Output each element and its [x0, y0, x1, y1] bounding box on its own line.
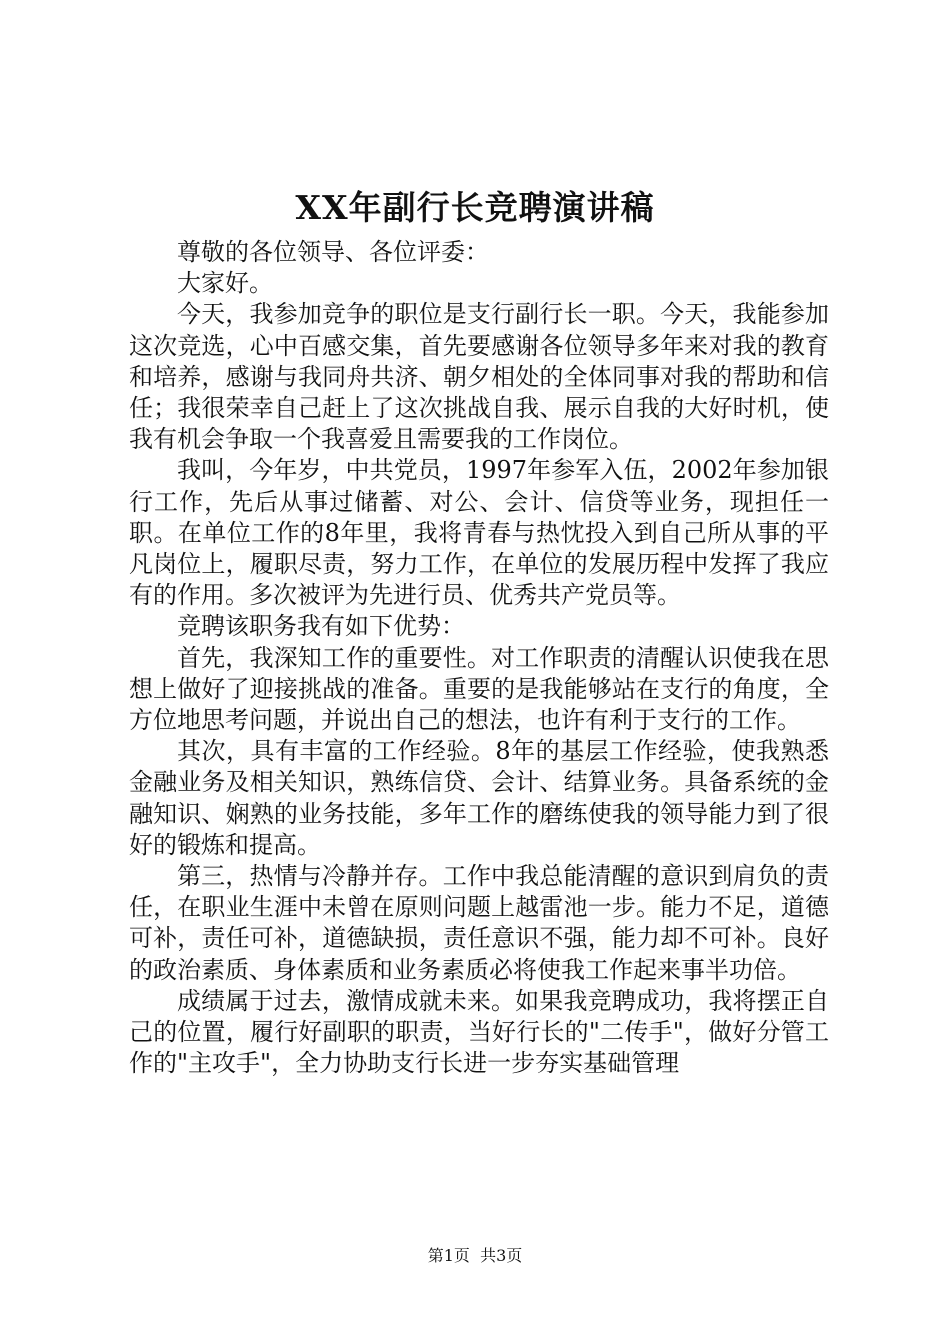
salutation-paragraph: 尊敬的各位领导、各位评委： — [177, 238, 489, 266]
advantages-heading-paragraph: 竞聘该职务我有如下优势： — [177, 612, 465, 641]
document-title: XX年副行长竞聘演讲稿 — [295, 188, 655, 227]
page-total: 共3页 — [480, 1246, 523, 1265]
document-body — [129, 237, 829, 1079]
closing-paragraph: 成绩属于过去，激情成就未来。如果我竞聘成功，我将摆正自己的位置，履行好副职的职责，当好行长的"二传手"，做好分管工作的"主攻手"，全力协助支行长进一步夯实基础管理 — [129, 986, 829, 1078]
greeting-paragraph: 大家好。 — [177, 269, 273, 298]
advantage-first-paragraph: 首先，我深知工作的重要性。对工作职责的清醒认识使我在思想上做好了迎接挑战的准备。重要的是我能够站在支行的角度，全方位地思考问题，并说出自己的想法，也许有利于支行的工作。 — [129, 643, 829, 735]
advantage-second-paragraph: 其次，具有丰富的工作经验。8年的基层工作经验，使我熟悉金融业务及相关知识，熟练信贷、会计、结算业务。具备系统的金融知识、娴熟的业务技能，多年工作的磨练使我的领导能力到了很好的锻炼和提高。 — [129, 737, 829, 859]
page-footer — [0, 1245, 950, 1267]
background-paragraph: 我叫，今年岁，中共党员，1997年参军入伍，2002年参加银行工作，先后从事过储蓄、对公、会计、信贷等业务，现担任一职。在单位工作的8年里，我将青春与热忱投入到自己所从事的平凡岗位上，履职尽责，努力工作，在单位的发展历程中发挥了我应有的作用。多次被评为先进行员、优秀共产党员等。 — [129, 456, 829, 610]
page-number: 第1页 — [427, 1246, 470, 1265]
intro-paragraph: 今天，我参加竞争的职位是支行副行长一职。今天，我能参加这次竞选，心中百感交集，首先要感谢各位领导多年来对我的教育和培养，感谢与我同舟共济、朝夕相处的全体同事对我的帮助和信任；我很荣幸自己赶上了这次挑战自我、展示自我的大好时机，使我有机会争取一个我喜爱且需要我的工作岗位。 — [129, 300, 829, 454]
advantage-third-paragraph: 第三，热情与冷静并存。工作中我总能清醒的意识到肩负的责任，在职业生涯中未曾在原则问题上越雷池一步。能力不足，道德可补，责任可补，道德缺损，责任意识不强，能力却不可补。良好的政治素质、身体素质和业务素质必将使我工作起来事半功倍。 — [129, 862, 829, 984]
